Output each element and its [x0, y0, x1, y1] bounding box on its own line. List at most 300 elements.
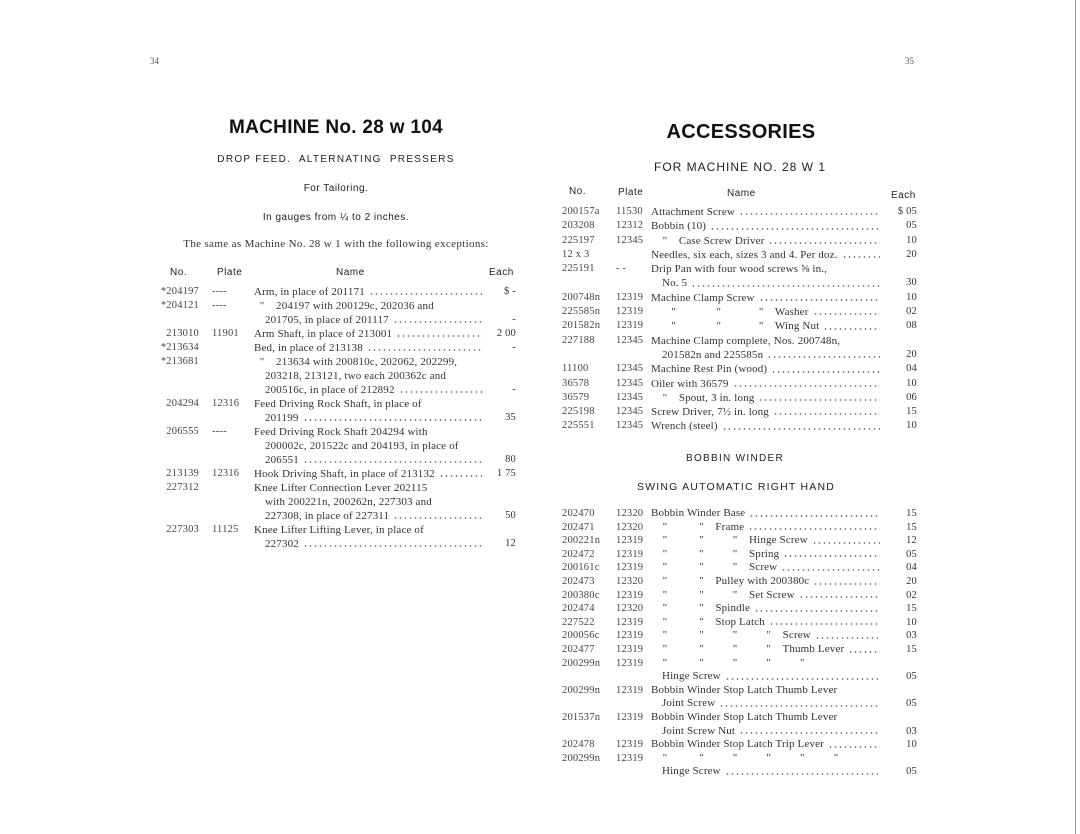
price: 02 — [906, 589, 917, 601]
part-name — [651, 521, 883, 535]
part-name — [651, 589, 883, 603]
plate-number: 12319 — [616, 684, 644, 696]
part-name-text: Feed Driving Rock Shaft 204294 with — [254, 426, 428, 438]
note-gauges: In gauges from ¼ to 2 inches. — [262, 212, 410, 223]
price: 02 — [906, 306, 917, 318]
part-name — [651, 548, 883, 562]
table-row — [562, 419, 917, 433]
plate-number: 12319 — [616, 643, 644, 655]
price: 80 — [505, 454, 516, 465]
part-name — [254, 425, 486, 467]
table-row — [562, 248, 917, 262]
part-name-line — [254, 313, 486, 327]
price: 10 — [906, 291, 917, 303]
price: 20 — [906, 248, 917, 260]
part-name-line — [651, 548, 883, 562]
table-row — [152, 355, 516, 397]
dot-leader — [399, 388, 483, 394]
page-edge-rule — [1075, 0, 1076, 834]
part-name-text: Hinge Screw — [662, 765, 721, 778]
part-name — [651, 711, 883, 738]
part-name — [651, 507, 883, 521]
part-name-line — [254, 523, 486, 537]
dot-leader — [396, 332, 483, 338]
dot-leader — [815, 634, 880, 640]
price: 05 — [906, 698, 917, 710]
table-row — [562, 205, 917, 219]
part-number: 200161c — [562, 562, 600, 574]
table-row — [562, 684, 917, 711]
table-row — [562, 711, 917, 738]
part-name-line — [651, 670, 883, 684]
part-name-text: 201199 — [265, 412, 299, 424]
part-name — [651, 629, 883, 643]
plate-number: 12319 — [616, 752, 644, 764]
page-title-right: ACCESSORIES — [666, 121, 816, 143]
price: 03 — [906, 725, 917, 737]
table-row — [562, 616, 917, 630]
part-name-line — [651, 725, 883, 739]
part-name-text: " " Stop Latch — [651, 615, 765, 628]
part-name — [651, 234, 883, 248]
left-subtitle: DROP FEED. ALTERNATING PRESSERS — [217, 154, 455, 165]
plate-number: 12320 — [616, 508, 644, 519]
dot-leader — [303, 542, 483, 548]
table-row — [562, 405, 917, 419]
part-name-line — [651, 629, 883, 643]
part-name — [651, 616, 883, 630]
part-number: 227522 — [562, 616, 595, 628]
part-number: 206555 — [166, 426, 199, 437]
plate-number: ---- — [212, 300, 227, 311]
plate-number: 12319 — [616, 306, 644, 318]
part-name-text: Knee Lifter Lifting Lever, in place of — [254, 524, 424, 536]
part-number: 200299n — [562, 752, 601, 764]
part-name-line — [651, 234, 883, 248]
parts-table-left — [152, 285, 516, 551]
dot-leader — [303, 416, 484, 422]
part-name — [254, 397, 486, 425]
part-name — [651, 377, 883, 391]
part-number: 200299n — [562, 657, 601, 669]
part-name-line — [254, 453, 486, 467]
table-row — [152, 299, 516, 327]
table-row — [562, 234, 917, 248]
part-number: 225551 — [562, 420, 595, 432]
price: - — [512, 342, 516, 353]
dot-leader — [759, 296, 880, 302]
page-title-left: MACHINE No. 28 w 104 — [229, 117, 443, 138]
table-row — [562, 507, 917, 521]
part-number: 200221n — [562, 535, 601, 547]
dot-leader — [754, 607, 880, 613]
part-name-text: " " " " Screw — [651, 629, 811, 642]
part-name — [651, 248, 883, 262]
part-name-text: Arm Shaft, in place of 213001 — [254, 328, 393, 340]
table-row — [562, 575, 917, 589]
dot-leader — [725, 770, 880, 776]
part-name-line — [651, 561, 883, 575]
page-number-left: 34 — [150, 56, 159, 66]
part-number: 225585n — [562, 306, 601, 318]
part-name-text: with 200221n, 200262n, 227303 and — [265, 496, 432, 508]
part-name-text: Oiler with 36579 — [651, 377, 729, 390]
dot-leader — [733, 382, 880, 388]
price: 10 — [906, 420, 917, 432]
part-name — [651, 684, 883, 711]
price: 10 — [906, 234, 917, 246]
plate-number: ---- — [212, 426, 227, 437]
dot-leader — [842, 253, 880, 259]
header-plate-right: Plate — [618, 187, 644, 198]
dot-leader — [367, 346, 483, 352]
dot-leader — [768, 239, 880, 245]
part-name — [254, 341, 486, 355]
plate-number: 12312 — [616, 220, 644, 232]
plate-number: 12345 — [616, 334, 644, 346]
part-name-text: 200002c, 201522c and 204193, in place of — [265, 440, 459, 452]
part-name-text: Attachment Screw — [651, 206, 735, 218]
dot-leader — [739, 729, 880, 735]
part-number: 202477 — [562, 643, 595, 655]
part-name-text: " " Spindle — [651, 602, 751, 615]
part-name-line — [651, 362, 883, 376]
table-row — [152, 481, 516, 523]
part-name-text: Bobbin Winder Stop Latch Thumb Lever — [651, 710, 838, 723]
part-name-text: Bed, in place of 213138 — [254, 342, 363, 354]
table-row — [562, 219, 917, 233]
plate-number: 12320 — [616, 603, 644, 615]
part-name-line — [254, 411, 486, 425]
dot-leader — [393, 514, 483, 520]
dot-leader — [812, 539, 880, 545]
part-number: 200380c — [562, 589, 600, 601]
price: 05 — [906, 548, 917, 560]
part-name-text: " " " Washer — [651, 306, 809, 319]
part-number: 36579 — [562, 391, 590, 403]
part-name-line — [254, 509, 486, 523]
part-name-text: Machine Clamp Screw — [651, 291, 755, 304]
price: 1 75 — [496, 468, 516, 479]
part-name-line — [254, 439, 486, 453]
part-name-text: Needles, six each, sizes 3 and 4. Per doz. — [651, 248, 838, 261]
part-name — [651, 752, 883, 779]
header-plate: Plate — [217, 267, 243, 278]
part-number: *213681 — [160, 356, 199, 367]
plate-number — [614, 248, 651, 262]
dot-leader — [767, 353, 880, 359]
table-row — [562, 548, 917, 562]
table-row — [562, 305, 917, 319]
price: 15 — [906, 521, 917, 533]
table-row — [562, 752, 917, 779]
part-name-text: Machine Rest Pin (wood) — [651, 363, 768, 376]
price: $ - — [504, 286, 516, 297]
dot-leader — [813, 580, 880, 586]
part-name-line — [254, 299, 486, 313]
part-number: 204294 — [166, 398, 199, 409]
dot-leader — [848, 648, 880, 654]
accessories-table — [562, 205, 917, 434]
part-name-text: Arm, in place of 201171 — [254, 286, 365, 298]
table-row — [152, 523, 516, 551]
plate-number: 12319 — [616, 589, 644, 601]
price: 15 — [906, 603, 917, 615]
part-name-text: " " " Hinge Screw — [651, 534, 808, 547]
part-name-line — [651, 711, 883, 725]
part-name-line — [651, 291, 883, 305]
part-name-line — [651, 262, 883, 276]
price: 04 — [906, 363, 917, 375]
price: 04 — [906, 562, 917, 574]
part-name-text: 227308, in place of 227311 — [265, 510, 390, 522]
price: 15 — [906, 643, 917, 655]
part-name-line — [254, 327, 486, 341]
part-name — [651, 575, 883, 589]
part-number: 200056c — [562, 630, 600, 642]
table-row — [152, 425, 516, 467]
part-name — [254, 355, 486, 397]
part-name — [254, 327, 486, 341]
plate-number: 12345 — [616, 234, 644, 246]
part-number: *204121 — [160, 300, 199, 311]
part-name-text: Joint Screw — [662, 697, 716, 710]
part-number: 225197 — [562, 234, 595, 246]
part-name — [651, 534, 883, 548]
part-name-line — [651, 507, 883, 521]
part-name-text: Hook Driving Shaft, in place of 213132 — [254, 468, 435, 480]
part-number: *213634 — [160, 342, 199, 353]
part-name — [254, 523, 486, 551]
part-name-line — [651, 738, 883, 752]
part-name-text: Machine Clamp complete, Nos. 200748n, — [651, 334, 841, 347]
table-row — [562, 657, 917, 684]
part-name-line — [651, 575, 883, 589]
plate-number: 12319 — [616, 630, 644, 642]
dot-leader — [748, 525, 880, 531]
header-name: Name — [336, 267, 365, 278]
part-name-text: Bobbin Winder Base — [651, 507, 746, 519]
dot-leader — [393, 318, 483, 324]
part-name — [651, 561, 883, 575]
part-name — [651, 419, 883, 433]
table-row — [562, 561, 917, 575]
part-name-text: 200516c, in place of 212892 — [265, 384, 395, 396]
part-number: 200157a — [562, 206, 600, 217]
table-row — [562, 262, 917, 291]
part-name-text: " 213634 with 200810c, 202062, 202299, — [254, 356, 458, 368]
part-name-line — [651, 657, 883, 671]
part-name-text: Bobbin Winder Stop Latch Trip Lever — [651, 738, 824, 751]
table-row — [562, 319, 917, 333]
part-name-line — [651, 405, 883, 419]
part-name-line — [651, 643, 883, 657]
part-name-text: " " " Set Screw — [651, 588, 795, 601]
part-name-text: 201582n and 225585n — [662, 348, 764, 361]
table-row — [562, 589, 917, 603]
table-row — [562, 534, 917, 548]
right-subtitle: FOR MACHINE NO. 28 W 1 — [653, 160, 827, 174]
price: 10 — [906, 616, 917, 628]
part-name — [651, 405, 883, 419]
dot-leader — [823, 325, 880, 331]
part-name — [254, 285, 486, 299]
part-name — [651, 219, 883, 233]
table-row — [562, 602, 917, 616]
table-row — [562, 334, 917, 363]
dot-leader — [439, 472, 483, 478]
part-name — [651, 334, 883, 363]
plate-number: 11125 — [212, 524, 239, 535]
plate-number: 11530 — [616, 206, 643, 217]
table-row — [152, 327, 516, 341]
plate-number: 12345 — [616, 406, 644, 418]
plate-number: 12320 — [616, 521, 644, 533]
part-name-line — [651, 765, 883, 779]
part-name-text: Drip Pan with four wood screws ⅝ in., — [651, 263, 828, 276]
plate-number: 12319 — [616, 657, 644, 669]
price: 20 — [906, 575, 917, 587]
part-name-line — [651, 377, 883, 391]
part-number: 202471 — [562, 521, 595, 533]
part-name — [651, 602, 883, 616]
part-number: 12 x 3 — [562, 248, 590, 260]
part-name-line — [651, 752, 883, 766]
part-number: 202472 — [562, 548, 595, 560]
part-name-text: " " " " " — [651, 656, 805, 669]
plate-number: 12319 — [616, 562, 644, 574]
part-number: 213139 — [166, 468, 199, 479]
part-name-line — [651, 534, 883, 548]
plate-number: 11901 — [212, 328, 239, 339]
price: 05 — [906, 671, 917, 683]
part-name-line — [254, 285, 486, 299]
price: 10 — [906, 377, 917, 389]
part-name-text: Joint Screw Nut — [662, 724, 736, 737]
price: 03 — [906, 630, 917, 642]
table-row — [152, 341, 516, 355]
part-name-line — [651, 276, 883, 290]
plate-number: 12319 — [616, 535, 644, 547]
part-number: 225198 — [562, 406, 595, 418]
price: 12 — [505, 538, 516, 549]
bobbin-winder-subheading: SWING AUTOMATIC RIGHT HAND — [636, 481, 836, 493]
part-name — [651, 319, 883, 333]
part-name-text: " Spout, 3 in. long — [651, 391, 755, 404]
part-name-text: 203218, 213121, two each 200362c and — [265, 370, 447, 382]
table-row — [562, 738, 917, 752]
dot-leader — [739, 210, 880, 216]
part-name — [254, 299, 486, 327]
part-number: 200748n — [562, 291, 601, 303]
dot-leader — [722, 425, 880, 431]
header-each: Each — [489, 267, 514, 278]
plate-number: 12345 — [616, 420, 644, 432]
part-name-line — [254, 425, 486, 439]
plate-number: 12319 — [616, 291, 644, 303]
table-row — [152, 467, 516, 481]
price: 08 — [906, 320, 917, 332]
part-name-line — [651, 697, 883, 711]
part-name-line — [254, 397, 486, 411]
plate-number: ---- — [212, 286, 227, 297]
price: 50 — [505, 510, 516, 521]
part-name — [651, 738, 883, 752]
part-number: 202474 — [562, 603, 595, 615]
dot-leader — [691, 282, 880, 288]
price: 10 — [906, 739, 917, 751]
price: 20 — [906, 348, 917, 360]
dot-leader — [799, 593, 880, 599]
part-name — [651, 362, 883, 376]
plate-number — [206, 481, 254, 495]
part-number: 203208 — [562, 220, 595, 232]
dot-leader — [813, 310, 880, 316]
dot-leader — [303, 458, 483, 464]
part-name — [254, 481, 486, 523]
dot-leader — [710, 225, 880, 231]
header-no-right: No. — [569, 186, 587, 197]
part-name-text: 201705, in place of 201117 — [265, 314, 389, 326]
part-name-text: " 204197 with 200129c, 202036 and — [254, 300, 434, 312]
part-name — [651, 205, 883, 219]
header-no: No. — [170, 267, 188, 278]
table-row — [562, 643, 917, 657]
price: $ 05 — [897, 206, 917, 217]
part-name — [651, 643, 883, 657]
part-number: 202473 — [562, 575, 595, 587]
page-number-right: 35 — [905, 56, 914, 66]
price: 15 — [906, 406, 917, 418]
table-row — [152, 285, 516, 299]
dot-leader — [783, 552, 880, 558]
part-number: 202478 — [562, 739, 595, 751]
part-name-line — [651, 248, 883, 262]
plate-number: 12319 — [616, 548, 644, 560]
part-name-line — [651, 521, 883, 535]
part-number: 11100 — [562, 363, 589, 375]
part-name-line — [254, 537, 486, 551]
part-name-text: " " " Wing Nut — [651, 320, 820, 333]
intro-text: The same as Machine No. 28 w 1 with the following exceptions: — [183, 238, 489, 250]
part-number: 227188 — [562, 334, 595, 346]
table-row — [562, 362, 917, 376]
part-name — [651, 291, 883, 305]
part-name-line — [651, 319, 883, 333]
dot-leader — [758, 396, 880, 402]
plate-number: 12345 — [616, 391, 644, 403]
part-name-text: " " Frame — [651, 520, 745, 533]
part-name — [651, 657, 883, 684]
header-each-right: Each — [891, 190, 916, 201]
part-name-text: Hinge Screw — [662, 670, 721, 683]
dot-leader — [369, 290, 483, 296]
price: 30 — [906, 277, 917, 289]
plate-number: 12345 — [616, 377, 644, 389]
part-name-text: 227302 — [265, 538, 299, 550]
part-name-text: Screw Driver, 7½ in. long — [651, 406, 769, 419]
price: 2 00 — [496, 328, 516, 339]
part-name-text: Knee Lifter Connection Lever 202115 — [254, 482, 428, 494]
note-tailoring: For Tailoring. — [303, 183, 369, 194]
part-name-text: " " " Screw — [651, 561, 778, 574]
part-number: 200299n — [562, 684, 601, 696]
part-number: 201537n — [562, 711, 601, 723]
plate-number: 12319 — [616, 320, 644, 332]
part-name-line — [651, 391, 883, 405]
bobbin-winder-heading: BOBBIN WINDER — [685, 453, 785, 464]
part-name — [651, 305, 883, 319]
